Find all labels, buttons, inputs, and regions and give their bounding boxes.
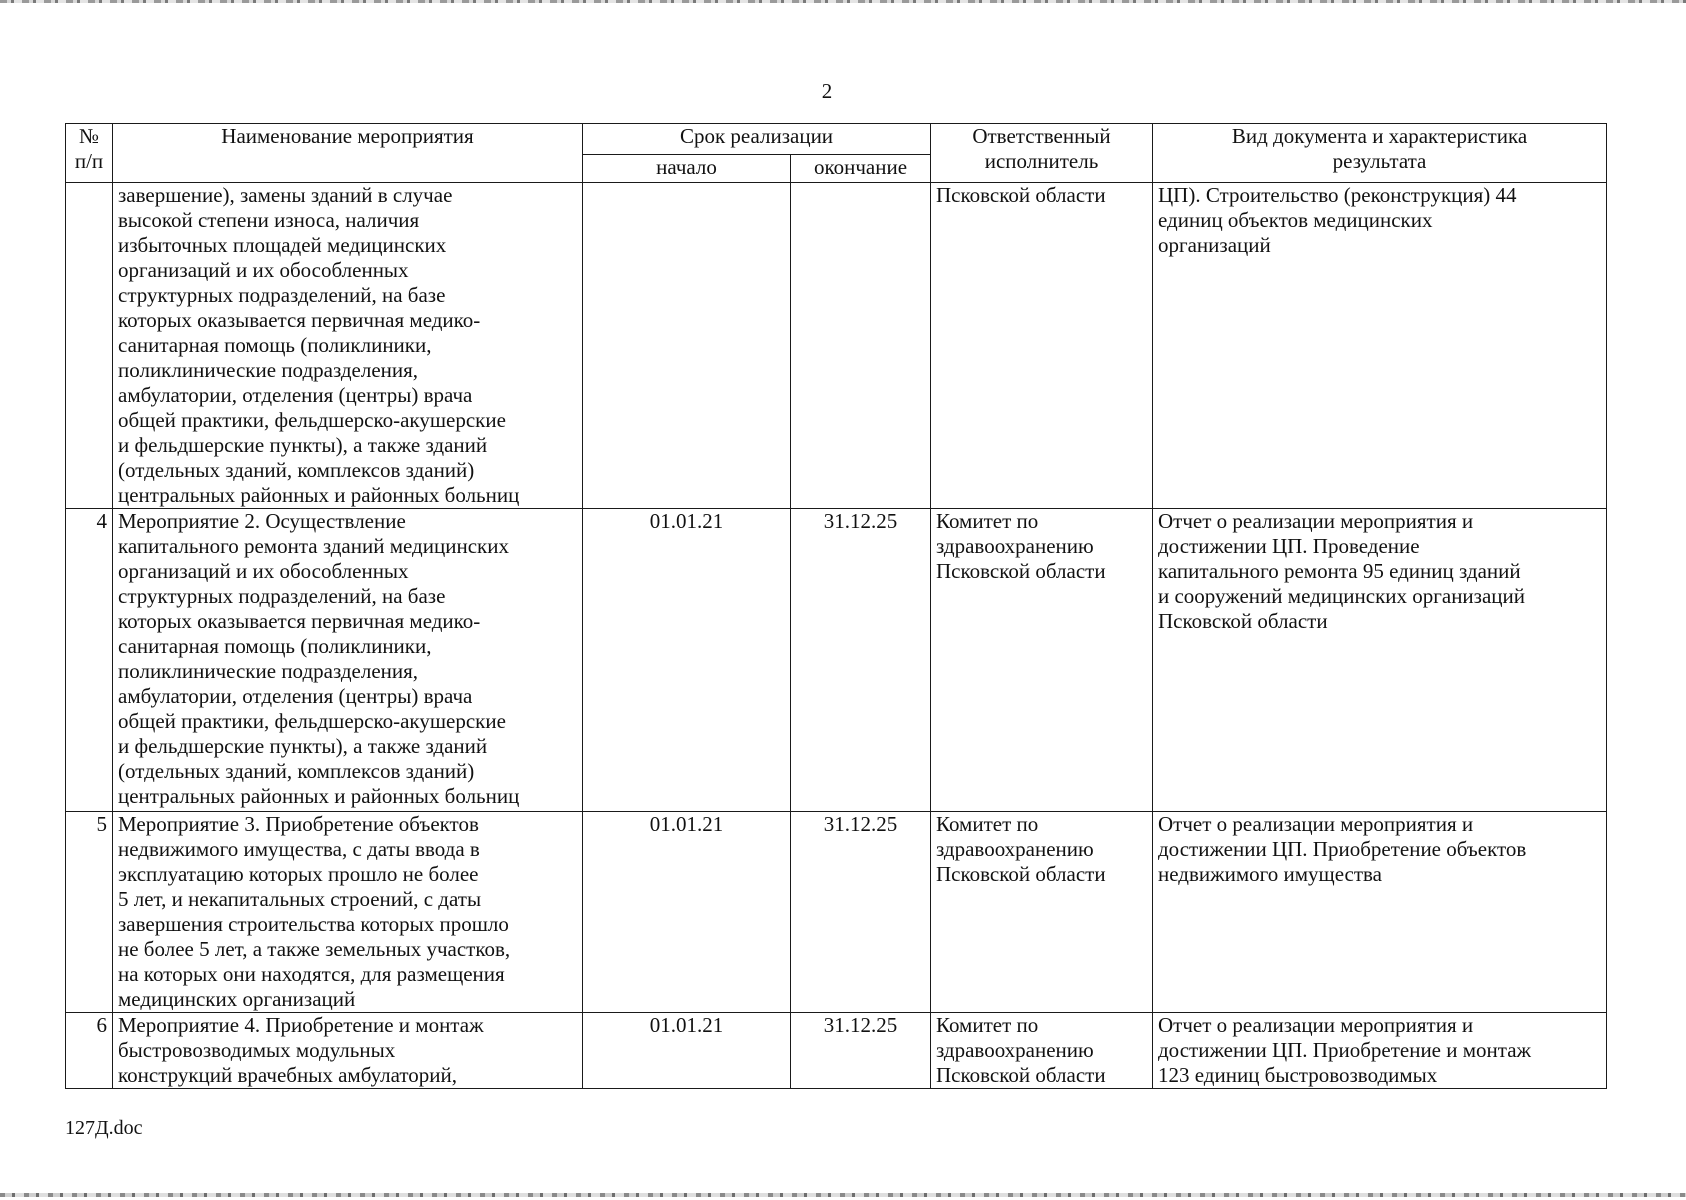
event-name-line: организаций и их обособленных [118, 559, 409, 583]
event-name-line: не более 5 лет, а также земельных участков, [118, 937, 511, 961]
table-row [66, 812, 1607, 1013]
result-line: Отчет о реализации мероприятия и [1158, 1013, 1474, 1037]
header-end: окончание [791, 155, 931, 183]
event-name-line: поликлинические подразделения, [118, 659, 419, 683]
file-name-footer: 127Д.doc [65, 1117, 143, 1139]
start-date: 01.01.21 [583, 509, 791, 812]
event-name-line: амбулатории, отделения (центры) врача [118, 383, 473, 407]
event-name [113, 1013, 583, 1089]
event-name [113, 183, 583, 509]
result [1153, 183, 1607, 509]
responsible-line: здравоохранению [936, 1038, 1094, 1062]
header-num-line: п/п [74, 149, 104, 173]
result-line: и сооружений медицинских организаций [1158, 584, 1525, 608]
result-line: ЦП). Строительство (реконструкция) 44 [1158, 183, 1517, 207]
event-name-line: недвижимого имущества, с даты ввода в [118, 837, 480, 861]
event-name-line: структурных подразделений, на базе [118, 283, 446, 307]
event-name-line: Мероприятие 4. Приобретение и монтаж [118, 1013, 484, 1037]
row-number [66, 183, 113, 509]
result-line: Отчет о реализации мероприятия и [1158, 812, 1474, 836]
event-name-line: организаций и их обособленных [118, 258, 409, 282]
table-header [66, 124, 1607, 183]
table-body [66, 183, 1607, 1089]
event-name-line: центральных районных и районных больниц [118, 784, 520, 808]
event-name [113, 812, 583, 1013]
event-name-line: центральных районных и районных больниц [118, 483, 520, 507]
result-line: достижении ЦП. Приобретение объектов [1158, 837, 1527, 861]
end-date [791, 183, 931, 509]
responsible [931, 509, 1153, 812]
responsible-line: Псковской области [936, 1063, 1106, 1087]
event-name-line: поликлинические подразделения, [118, 358, 419, 382]
end-date: 31.12.25 [791, 509, 931, 812]
result-line: Псковской области [1158, 609, 1328, 633]
result-line: Отчет о реализации мероприятия и [1158, 509, 1474, 533]
responsible [931, 183, 1153, 509]
responsible-line: Псковской области [936, 183, 1106, 207]
responsible [931, 1013, 1153, 1089]
header-result-line: Вид документа и характеристика [1231, 124, 1528, 148]
event-name-line: (отдельных зданий, комплексов зданий) [118, 759, 475, 783]
responsible-line: Комитет по [936, 1013, 1039, 1037]
event-name-line: санитарная помощь (поликлиники, [118, 333, 432, 357]
row-number: 5 [66, 812, 113, 1013]
scan-edge-top [0, 0, 1686, 3]
header-start: начало [583, 155, 791, 183]
event-name-line: амбулатории, отделения (центры) врача [118, 684, 473, 708]
result-line: недвижимого имущества [1158, 862, 1382, 886]
event-name-line: завершение), замены зданий в случае [118, 183, 453, 207]
start-date [583, 183, 791, 509]
result [1153, 1013, 1607, 1089]
event-name-line: общей практики, фельдшерско-акушерские [118, 709, 506, 733]
header-period: Срок реализации [583, 124, 931, 155]
header-result [1153, 124, 1607, 183]
event-name-line: санитарная помощь (поликлиники, [118, 634, 432, 658]
event-name-line: которых оказывается первичная медико- [118, 308, 481, 332]
responsible-line: здравоохранению [936, 837, 1094, 861]
header-responsible-line: Ответственный [972, 124, 1111, 148]
event-name-line: медицинских организаций [118, 987, 356, 1011]
events-table [65, 123, 1607, 1089]
responsible [931, 812, 1153, 1013]
result [1153, 812, 1607, 1013]
event-name-line: общей практики, фельдшерско-акушерские [118, 408, 506, 432]
event-name-line: 5 лет, и некапитальных строений, с даты [118, 887, 482, 911]
header-num-line: № [78, 124, 100, 148]
result [1153, 509, 1607, 812]
table-row [66, 509, 1607, 812]
header-num [66, 124, 113, 183]
event-name-line: быстровозводимых модульных [118, 1038, 396, 1062]
row-number: 6 [66, 1013, 113, 1089]
result-line: организаций [1158, 233, 1271, 257]
table-row [66, 183, 1607, 509]
row-number: 4 [66, 509, 113, 812]
event-name-line: (отдельных зданий, комплексов зданий) [118, 458, 475, 482]
result-line: 123 единиц быстровозводимых [1158, 1063, 1438, 1087]
event-name-line: Мероприятие 2. Осуществление [118, 509, 406, 533]
event-name-line: конструкций врачебных амбулаторий, [118, 1063, 458, 1087]
event-name-line: Мероприятие 3. Приобретение объектов [118, 812, 479, 836]
result-line: достижении ЦП. Приобретение и монтаж [1158, 1038, 1532, 1062]
header-result-line: результата [1332, 149, 1427, 173]
start-date: 01.01.21 [583, 1013, 791, 1089]
responsible-line: Псковской области [936, 862, 1106, 886]
end-date: 31.12.25 [791, 1013, 931, 1089]
event-name-line: структурных подразделений, на базе [118, 584, 446, 608]
result-line: единиц объектов медицинских [1158, 208, 1433, 232]
event-name [113, 509, 583, 812]
responsible-line: здравоохранению [936, 534, 1094, 558]
event-name-line: избыточных площадей медицинских [118, 233, 447, 257]
header-responsible-line: исполнитель [984, 149, 1099, 173]
header-responsible [931, 124, 1153, 183]
page-number: 2 [821, 79, 833, 103]
event-name-line: эксплуатацию которых прошло не более [118, 862, 479, 886]
event-name-line: и фельдшерские пункты), а также зданий [118, 433, 488, 457]
event-name-line: которых оказывается первичная медико- [118, 609, 481, 633]
event-name-line: завершения строительства которых прошло [118, 912, 509, 936]
end-date: 31.12.25 [791, 812, 931, 1013]
table-row [66, 1013, 1607, 1089]
responsible-line: Комитет по [936, 509, 1039, 533]
responsible-line: Псковской области [936, 559, 1106, 583]
start-date: 01.01.21 [583, 812, 791, 1013]
event-name-line: на которых они находятся, для размещения [118, 962, 505, 986]
header-name: Наименование мероприятия [113, 124, 583, 183]
event-name-line: капитального ремонта зданий медицинских [118, 534, 509, 558]
result-line: достижении ЦП. Проведение [1158, 534, 1420, 558]
event-name-line: и фельдшерские пункты), а также зданий [118, 734, 488, 758]
responsible-line: Комитет по [936, 812, 1039, 836]
result-line: капитального ремонта 95 единиц зданий [1158, 559, 1521, 583]
scan-edge-bottom [0, 1193, 1686, 1197]
event-name-line: высокой степени износа, наличия [118, 208, 420, 232]
